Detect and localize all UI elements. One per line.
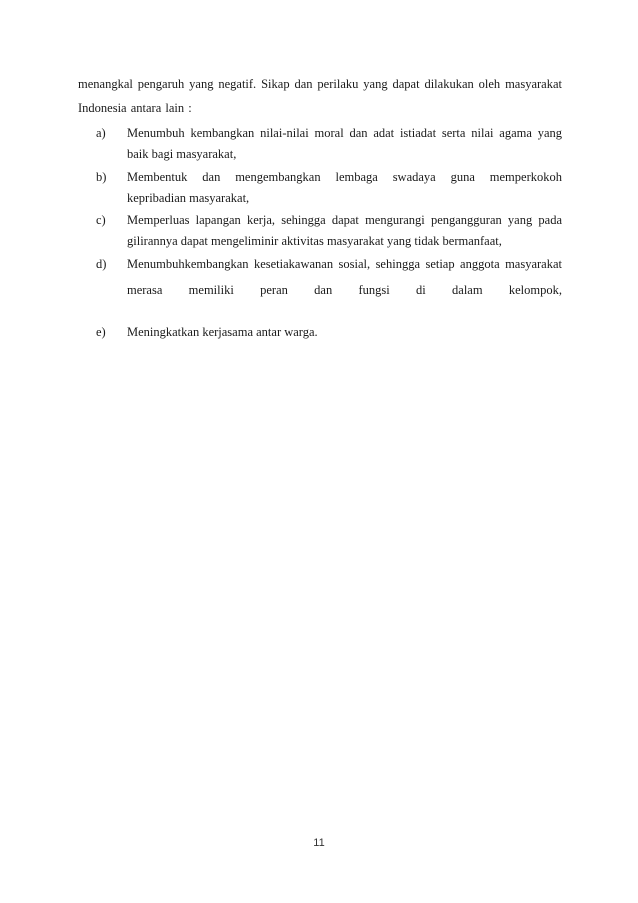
- list-item-letter-d: d): [96, 257, 107, 271]
- list-item-c-line-1: Memperluas lapangan kerja, sehingga dapat mengurangi pengangguran yang pada: [127, 213, 562, 227]
- list-item-letter-b: b): [96, 170, 107, 184]
- page-number: 11: [313, 837, 325, 849]
- list-item-d-line-2: merasa memiliki peran dan fungsi di dalam kelompok,: [127, 283, 562, 297]
- list-item-a-line-1: Menumbuh kembangkan nilai-nilai moral dan adat istiadat serta nilai agama yang: [127, 126, 562, 140]
- list-item-letter-a: a): [96, 126, 106, 140]
- list-item-letter-c: c): [96, 213, 106, 227]
- intro-line-2: Indonesia antara lain :: [78, 101, 192, 115]
- intro-line-1: menangkal pengaruh yang negatif. Sikap dan perilaku yang dapat dilakukan oleh masyarakat: [78, 77, 562, 91]
- list-item-e-line-1: Meningkatkan kerjasama antar warga.: [127, 325, 318, 339]
- list-item-b-line-2: kepribadian masyarakat,: [127, 191, 250, 205]
- list-item-a-line-2: baik bagi masyarakat,: [127, 147, 237, 161]
- list-item-d-line-1: Menumbuhkembangkan kesetiakawanan sosial, sehingga setiap anggota masyarakat: [127, 257, 562, 271]
- list-item-b-line-1: Membentuk dan mengembangkan lembaga swadaya guna memperkokoh: [127, 170, 562, 184]
- list-item-c-line-2: gilirannya dapat mengeliminir aktivitas masyarakat yang tidak bermanfaat,: [127, 234, 502, 248]
- list-item-letter-e: e): [96, 325, 106, 339]
